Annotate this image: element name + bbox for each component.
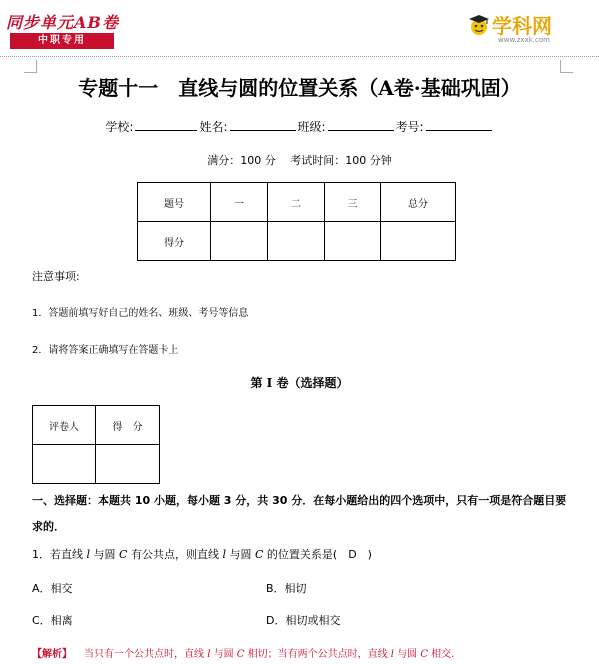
table-row [33, 445, 160, 484]
analysis: 【解析】 当只有一个公共点时，直线 l 与圆 C 相切；当有两个公共点时，直线 l 与圆 C 相交． [32, 649, 462, 660]
table-header-cell: 得 分 [96, 406, 160, 445]
graduation-cap-icon [468, 14, 490, 36]
header-divider [0, 56, 599, 58]
question-section-heading: 一、选择题：本题共 10 小题，每小题 3 分，共 30 分．在每小题给出的四个选项中，只有一项是符合题目要求的． [32, 494, 567, 533]
exam-no-field[interactable] [426, 118, 492, 131]
table-row-label: 得分 [138, 222, 211, 261]
score-table [137, 182, 456, 261]
table-header-cell: 一 [211, 183, 268, 222]
table-row [138, 222, 456, 261]
notice-title: 注意事项: [32, 270, 80, 283]
class-label: 班级: [297, 120, 326, 134]
table-header-cell: 二 [268, 183, 325, 222]
logo-url: www.zxxk.com [498, 36, 550, 44]
score-cell[interactable] [96, 445, 160, 484]
notice-item: 1．答题前填写好自己的姓名、班级、考号等信息 [32, 308, 249, 319]
score-cell[interactable] [381, 222, 456, 261]
grader-cell[interactable] [33, 445, 96, 484]
option-c[interactable]: C．相离 [32, 614, 73, 627]
name-label: 姓名: [199, 120, 228, 134]
table-header-cell: 评卷人 [33, 406, 96, 445]
school-field[interactable] [135, 118, 197, 131]
table-header-cell: 题号 [138, 183, 211, 222]
score-cell[interactable] [211, 222, 268, 261]
option-b[interactable]: B．相切 [266, 582, 307, 595]
name-field[interactable] [230, 118, 296, 131]
score-cell[interactable] [325, 222, 381, 261]
option-d[interactable]: D．相切或相交 [266, 614, 341, 627]
score-cell[interactable] [268, 222, 325, 261]
question-stem: 1．若直线 l 与圆 C 有公共点，则直线 l 与圆 C 的位置关系是( D ) [32, 548, 372, 561]
logo-text: 学科网 [492, 14, 552, 38]
class-field[interactable] [328, 118, 394, 131]
option-a[interactable]: A．相交 [32, 582, 73, 595]
page-title: 专题十一 直线与圆的位置关系（A卷·基础巩固） [78, 76, 521, 100]
exam-no-label: 考号: [395, 120, 424, 134]
table-header-cell: 三 [325, 183, 381, 222]
table-row [33, 406, 160, 445]
brand-title: 同步单元AB卷 [6, 13, 119, 32]
table-row [138, 183, 456, 222]
logo [468, 12, 588, 48]
grader-table [32, 405, 160, 484]
analysis-tag: 【解析】 [32, 649, 72, 660]
notice-item: 2．请将答案正确填写在答题卡上 [32, 345, 179, 356]
school-label: 学校: [105, 120, 134, 134]
student-info-line [0, 118, 599, 135]
score-info: 满分：100 分 考试时间：100 分钟 [207, 154, 392, 167]
section-title: 第 I 卷（选择题） [250, 376, 349, 390]
table-header-cell: 总分 [381, 183, 456, 222]
brand-subtitle: 中职专用 [10, 33, 114, 49]
